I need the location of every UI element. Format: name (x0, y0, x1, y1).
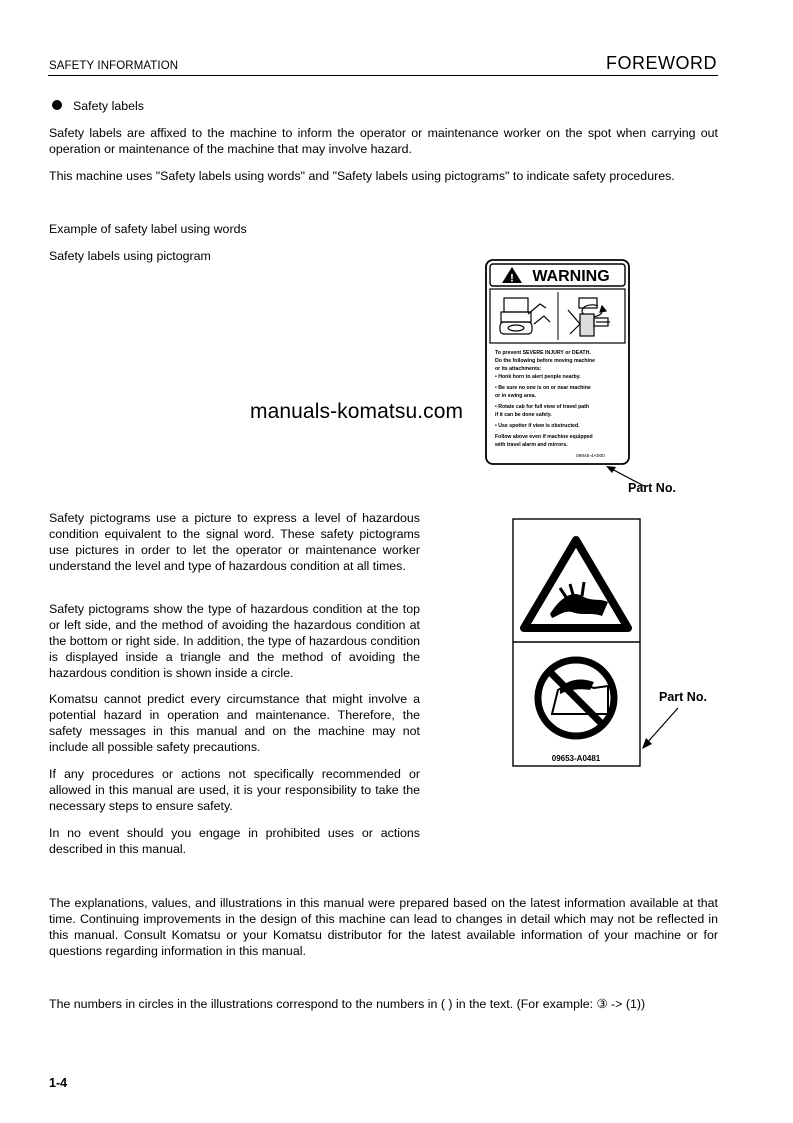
part-no-arrow-2 (638, 704, 684, 752)
warning-line: • Honk horn to alert people nearby. (495, 374, 581, 380)
warning-signal-word: WARNING (532, 268, 610, 285)
header-rule (48, 75, 718, 76)
warning-line: with travel alarm and mirrors. (495, 442, 568, 448)
warning-line: if it can be done safely. (495, 412, 552, 418)
example-pictogram-caption: Safety labels using pictogram (49, 249, 211, 263)
warning-label-illustration (484, 258, 632, 468)
warning-label-code: 09845-4A000 (576, 454, 605, 459)
warning-line: • Use spotter if view is obstructed. (495, 423, 580, 429)
paragraph: In no event should you engage in prohibited uses or actions described in this manual. (49, 826, 420, 856)
numbers-note: The numbers in circles in the illustrations correspond to the numbers in ( ) in the text. (For example: ③ -> (1)) (49, 997, 646, 1011)
chapter-title: FOREWORD (606, 53, 717, 73)
paragraph: If any procedures or actions not specifically recommended or allowed in this manual are used, it is your responsibility to take the necessary steps to ensure safety. (49, 767, 420, 813)
explanations-paragraph: The explanations, values, and illustrations in this manual were prepared based on the latest information available at that time. Continuing improvements in the design of this machine can lead to changes in detail which may not be reflected in this manual. Consult Komatsu or your Komatsu distributor for the latest available information of your machine or for questions regarding information in this manual. (49, 896, 718, 958)
warning-line: • Rotate cab for full view of travel path (495, 404, 590, 410)
example-words-caption: Example of safety label using words (49, 222, 247, 236)
warning-line: To prevent SEVERE INJURY or DEATH. (495, 350, 591, 356)
part-no-label: Part No. (659, 690, 707, 704)
paragraph: Komatsu cannot predict every circumstance that might involve a potential hazard in operation and maintenance. Therefore, the safety messages in this manual and on the machine may not include all possible safety precautions. (49, 692, 420, 754)
paragraph: Safety pictograms use a picture to express a level of hazardous condition equivalent to the signal word. These safety pictograms use pictures in order to let the operator or maintenance worker understand the level and type of hazardous condition at all times. (49, 511, 420, 573)
svg-text:!: ! (510, 272, 514, 285)
paragraph: Safety pictograms show the type of hazardous condition at the top or left side, and the method of avoiding the hazardous condition at the bottom or right side. In addition, the type of hazardous condition is displayed inside a triangle and the method of avoiding the hazardous condition is shown inside a circle. (49, 602, 420, 680)
watermark: manuals-komatsu.com (250, 400, 464, 423)
warning-line: • Be sure no one is on or near machine (495, 385, 591, 391)
pictogram-label-illustration (512, 518, 642, 768)
part-no-label: Part No. (628, 481, 676, 495)
page-number: 1-4 (49, 1076, 68, 1090)
warning-line: or in swing area. (495, 393, 536, 399)
safety-labels-uses: This machine uses "Safety labels using words" and "Safety labels using pictograms" to indicate safety procedures. (49, 169, 675, 183)
warning-line: or its attachments: (495, 366, 542, 372)
section-title: SAFETY INFORMATION (49, 60, 179, 72)
bullet-icon (52, 100, 62, 110)
pictogram-label-code: 09653-A0481 (551, 754, 601, 763)
safety-labels-heading: Safety labels (73, 99, 144, 113)
warning-line: Do the following before moving machine (495, 358, 596, 364)
safety-labels-intro: Safety labels are affixed to the machine to inform the operator or maintenance worker on the spot when carrying out operation or maintenance of the machine that may involve hazard. (49, 126, 718, 156)
warning-line: Follow above even if machine equipped (495, 434, 593, 440)
